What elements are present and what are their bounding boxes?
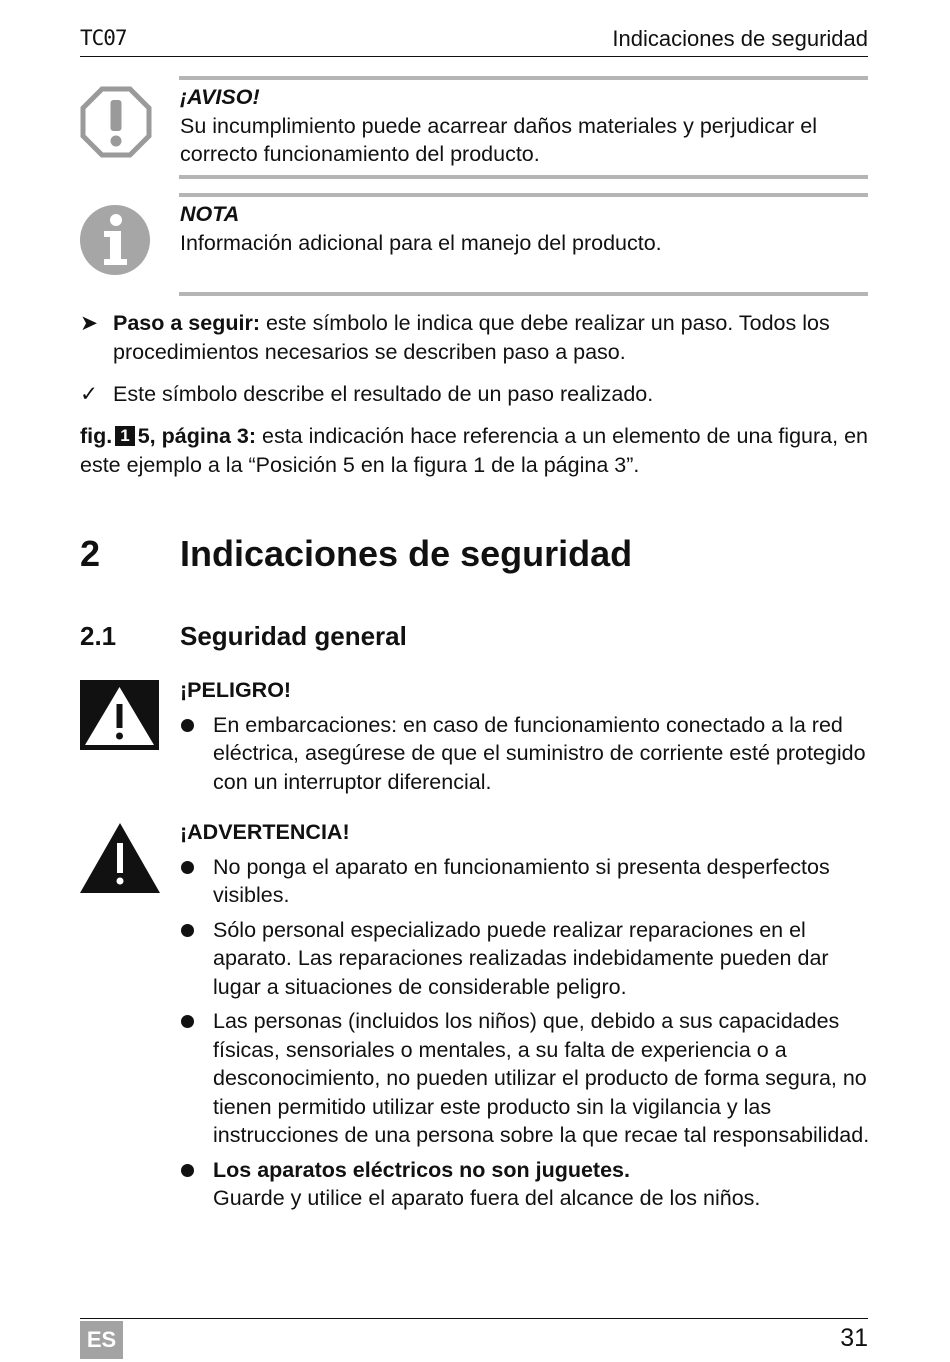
notice-title: ¡AVISO! xyxy=(180,85,260,109)
notice-top-rule xyxy=(179,76,868,80)
list-item: Sólo personal especializado puede realizar reparaciones en el aparato. Las reparaciones realizadas indebidamente pueden dar lugar a situaciones de considerable peligro. xyxy=(180,916,870,1002)
fig-text: esta indicación hace referencia a un elemento de una figura, en este ejemplo a la “Posición 5 en la figura 1 de la página 3”. xyxy=(80,424,868,477)
warning-title: ¡ADVERTENCIA! xyxy=(180,820,350,844)
warning-triangle-icon xyxy=(80,823,160,893)
check-icon: ✓ xyxy=(80,382,99,406)
footer-rule xyxy=(80,1318,868,1319)
danger-title: ¡PELIGRO! xyxy=(180,678,292,702)
step-explanation xyxy=(113,309,873,366)
list-item: Las personas (incluidos los niños) que, debido a sus capacidades físicas, sensoriales o mentales, a su falta de experiencia o a desconocimiento, no pueden utilizar el producto de forma segura, no tienen permitido utilizar este producto sin la vigilancia y las instrucciones de una persona sobre la que recae tal responsabilidad. xyxy=(180,1007,870,1150)
fig-bold-rest: 5, página 3: xyxy=(137,424,257,448)
list-item: En embarcaciones: en caso de funcionamiento conectado a la red eléctrica, asegúrese de que el suministro de corriente esté protegido con un interruptor diferencial. xyxy=(180,711,870,797)
chapter-number: 2 xyxy=(80,533,101,574)
danger-warning-icon xyxy=(80,680,159,750)
header-section-title: Indicaciones de seguridad xyxy=(612,26,868,51)
list-item: No ponga el aparato en funcionamiento si presenta desperfectos visibles. xyxy=(180,853,870,910)
notice-text: Su incumplimiento puede acarrear daños materiales y perjudicar el correcto funcionamiento del producto. xyxy=(180,113,817,166)
note-bottom-rule xyxy=(179,292,868,296)
note-title: NOTA xyxy=(180,202,240,226)
section-number: 2.1 xyxy=(80,621,117,651)
bullet-icon xyxy=(181,719,194,732)
step-arrow-icon: ➤ xyxy=(80,311,99,335)
language-badge: ES xyxy=(80,1321,123,1359)
note-text: Información adicional para el manejo del producto. xyxy=(180,230,662,255)
section-title: Seguridad general xyxy=(180,621,407,651)
fig-prefix: fig. xyxy=(80,424,113,448)
bullet-icon xyxy=(181,861,194,874)
bullet-icon xyxy=(181,1015,194,1028)
chapter-title: Indicaciones de seguridad xyxy=(180,533,633,574)
fig-number-box: 1 xyxy=(115,426,134,446)
step-label: Paso a seguir: xyxy=(113,311,260,335)
result-text: Este símbolo describe el resultado de un paso realizado. xyxy=(113,382,654,406)
toys-warning-text: Guarde y utilice el aparato fuera del alcance de los niños. xyxy=(213,1186,761,1210)
note-top-rule xyxy=(179,193,868,197)
step-text: este símbolo le indica que debe realizar un paso. Todos los procedimientos necesarios se describen paso a paso. xyxy=(113,311,830,364)
header-rule xyxy=(80,56,868,57)
header-model: TC07 xyxy=(80,26,127,50)
figure-reference xyxy=(80,422,870,479)
list-item xyxy=(180,1156,870,1213)
toys-warning-bold: Los aparatos eléctricos no son juguetes. xyxy=(213,1157,630,1182)
notice-octagon-icon xyxy=(80,86,152,158)
page-number: 31 xyxy=(840,1324,868,1352)
bullet-icon xyxy=(181,924,194,937)
notice-bottom-rule xyxy=(179,175,868,179)
bullet-icon xyxy=(181,1164,194,1177)
info-icon xyxy=(80,205,150,275)
